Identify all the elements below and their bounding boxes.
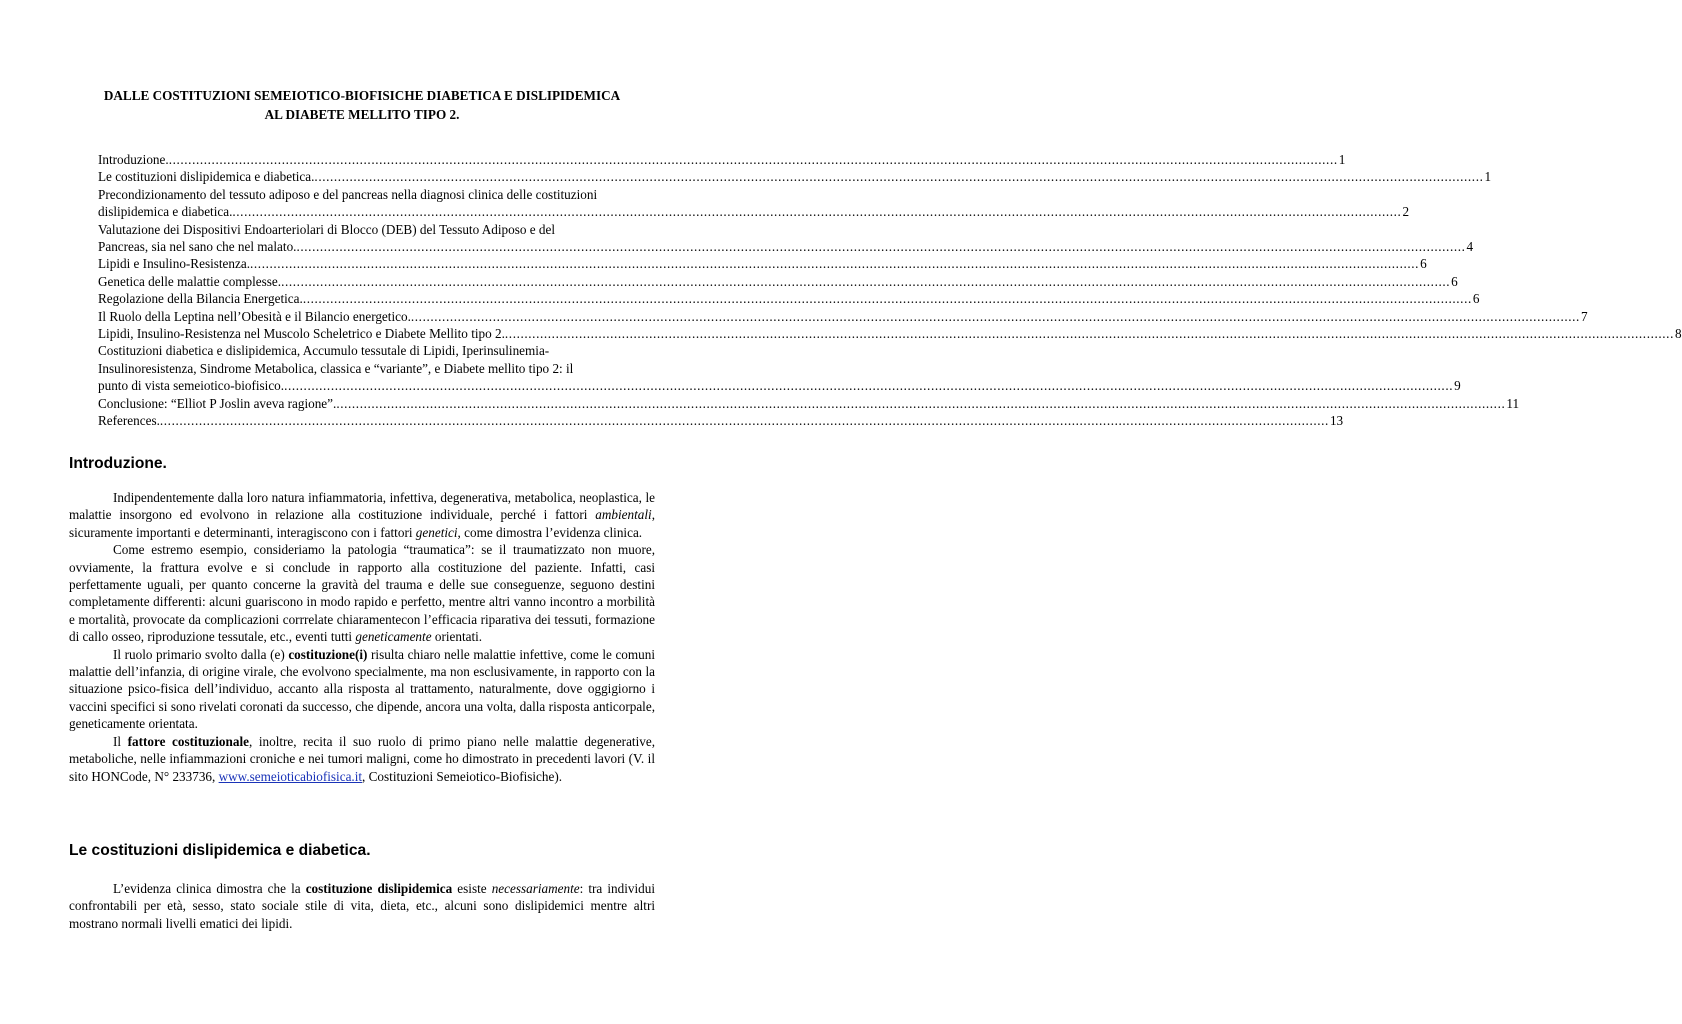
italic-text: geneticamente <box>355 629 432 645</box>
toc-page-number: 6 <box>1472 291 1480 307</box>
toc-entry-last-line <box>98 325 1682 342</box>
toc-entry-title: dislipidemica e diabetica. <box>98 204 233 220</box>
toc-entry-last-line <box>98 412 1344 429</box>
paragraph <box>69 880 655 932</box>
toc-page-number: 13 <box>1329 413 1344 429</box>
toc-entry-line: Insulinoresistenza, Sindrome Metabolica, classica e “variante”, e Diabete mellito tipo 2: il <box>98 360 574 376</box>
toc-entry-title: Genetica delle malattie complesse. <box>98 273 282 289</box>
heading-costituzioni: Le costituzioni dislipidemica e diabetica. <box>69 842 371 859</box>
toc-entry-last-line <box>98 238 1474 255</box>
toc-entry[interactable] <box>98 395 1520 412</box>
toc-leader-dots: ............................................................................................................................................................................................................................................................................................................ <box>410 308 1580 324</box>
toc-page-number: 2 <box>1402 204 1410 220</box>
toc-entry[interactable] <box>98 325 1682 342</box>
section-introduzione-body <box>69 489 655 785</box>
toc-entry[interactable] <box>98 186 1410 221</box>
text-run: , sicuramente importanti e determinanti, interagiscono con i fattori <box>69 507 655 540</box>
toc-page-number: 8 <box>1674 326 1682 342</box>
website-link[interactable]: www.semeioticabiofisica.it <box>218 768 363 784</box>
paragraph <box>69 646 655 733</box>
toc-entry-title: Conclusione: “Elliot P Joslin aveva ragione”. <box>98 395 337 411</box>
toc-entry-last-line <box>98 308 1588 325</box>
table-of-contents <box>98 151 1682 430</box>
toc-leader-dots: ............................................................................................................................................................................................................................................................................................................ <box>159 413 1329 429</box>
bold-text: fattore costituzionale <box>127 733 249 749</box>
toc-entry-title: Regolazione della Bilancia Energetica. <box>98 291 303 307</box>
toc-leader-dots: ............................................................................................................................................................................................................................................................................................................ <box>284 378 1454 394</box>
italic-text: ambientali <box>595 507 652 523</box>
text-run: Indipendentemente dalla loro natura infiammatoria, infettiva, degenerativa, metabolica, neoplastica, le malattie insorgono ed evolvono in relazione alla costituzione individuale, perché i fattori <box>69 490 655 523</box>
toc-entry[interactable] <box>98 412 1344 429</box>
toc-page-number: 1 <box>1338 152 1346 167</box>
toc-entry[interactable] <box>98 342 1461 394</box>
text-run: L’evidenza clinica dimostra che la <box>113 881 306 896</box>
heading-introduzione: Introduzione. <box>69 455 167 472</box>
toc-page-number: 1 <box>1484 169 1492 185</box>
toc-entry-last-line <box>98 203 1410 220</box>
toc-entry-title: Introduzione. <box>98 152 169 167</box>
toc-entry-last-line <box>98 168 1492 185</box>
toc-leader-dots: ............................................................................................................................................................................................................................................................................................................ <box>504 326 1674 342</box>
text-run: , Costituzioni Semeiotico-Biofisiche). <box>362 768 563 784</box>
toc-leader-dots: ............................................................................................................................................................................................................................................................................................................ <box>314 169 1484 185</box>
paragraph <box>69 489 655 541</box>
toc-entry[interactable] <box>98 151 1346 168</box>
italic-text: necessariamente <box>491 881 580 896</box>
text-run: orientati. <box>431 629 483 645</box>
toc-entry-title: Pancreas, sia nel sano che nel malato. <box>98 239 297 255</box>
toc-entry[interactable] <box>98 221 1474 256</box>
text-run: : tra individui confrontabili per età, sesso, stato sociale stile di vita, dieta, etc., alcuni sono dislipidemici mentre altri mostrano normali livelli ematici dei lipidi. <box>69 881 655 931</box>
text-run: , inoltre, recita il suo ruolo di primo piano nelle malattie degenerative, metaboliche, nelle infiammazioni croniche e nei tumori maligni, come ho dimostrato in precedenti lavori (V. il sito HONCode, N° 233736, <box>69 733 655 784</box>
toc-entry-title: References. <box>98 413 160 429</box>
bold-text: costituzione(i) <box>288 646 368 662</box>
toc-page-number: 6 <box>1420 256 1427 272</box>
toc-leader-dots: ............................................................................................................................................................................................................................................................................................................ <box>296 239 1466 255</box>
toc-page-number: 9 <box>1454 378 1461 394</box>
text-run: Il ruolo primario svolto dalla (e) <box>113 646 289 662</box>
toc-page-number: 4 <box>1466 239 1474 255</box>
toc-leader-dots: ............................................................................................................................................................................................................................................................................................................ <box>250 256 1420 272</box>
toc-leader-dots: ............................................................................................................................................................................................................................................................................................................ <box>336 395 1506 411</box>
paragraph <box>69 733 655 785</box>
toc-entry-title: Lipidi, Insulino-Resistenza nel Muscolo Scheletrico e Diabete Mellito tipo 2. <box>98 326 505 342</box>
toc-leader-dots: ............................................................................................................................................................................................................................................................................................................ <box>302 291 1472 307</box>
toc-entry-last-line <box>98 377 1461 394</box>
toc-entry-last-line <box>98 151 1346 168</box>
toc-entry-last-line <box>98 255 1427 272</box>
text-run: Come estremo esempio, consideriamo la patologia “traumatica”: se il traumatizzato non muore, ovviamente, la frattura evolve e si conclude in rapporto alla costituzione del paziente. Infatti, casi perfettamente uguali, per quanto concerne la gravità del trauma e delle sue conseguenze, seguono destini completamente differenti: alcuni guariscono in modo rapido e perfetto, mentre altri vanno incontro a morbilità e mortalità, provocate da complicazioni corrrelate chiaramentecon l’efficacia riparativa dei tessuti, formazione di callo osseo, riproduzione tessutale, etc., eventi tutti <box>69 542 655 645</box>
toc-entry-line: Costituzioni diabetica e dislipidemica, Accumulo tessutale di Lipidi, Iperinsulinemia- <box>98 343 550 359</box>
toc-entry-line: Valutazione dei Dispositivi Endoarteriolari di Blocco (DEB) del Tessuto Adiposo e del <box>98 221 556 237</box>
text-run: , come dimostra l’evidenza clinica. <box>457 524 643 540</box>
toc-entry[interactable] <box>98 168 1492 185</box>
toc-leader-dots: ............................................................................................................................................................................................................................................................................................................ <box>232 204 1402 220</box>
toc-leader-dots: ............................................................................................................................................................................................................................................................................................................ <box>168 152 1338 167</box>
bold-text: costituzione dislipidemica <box>305 881 453 896</box>
text-run: esiste <box>452 881 492 896</box>
toc-entry-title: Lipidi e Insulino-Resistenza. <box>98 256 250 272</box>
document-title <box>60 86 664 124</box>
italic-text: genetici <box>415 524 458 540</box>
text-run: risulta chiaro nelle malattie infettive, come le comuni malattie dell’infanzia, di origine virale, che evolvono specialmente, ma non esclusivamente, in rapporto con la situazione psico-fisica dell’individuo, accanto alla risposta al trattamento, naturalmente, dove oggigiorno i vaccini specifici si sono rivelati coronati da successo, che dipende, ancora una volta, dalla risposta anticorpale, geneticamente orientata. <box>69 646 655 732</box>
text-run: Il <box>113 733 128 749</box>
toc-leader-dots: ............................................................................................................................................................................................................................................................................................................ <box>281 273 1451 289</box>
toc-page-number: 7 <box>1580 308 1588 324</box>
toc-entry-last-line <box>98 290 1480 307</box>
toc-entry-title: Le costituzioni dislipidemica e diabetica. <box>98 169 315 185</box>
toc-entry-title: punto di vista semeiotico-biofisico. <box>98 378 285 394</box>
section-costituzioni-body <box>69 880 655 932</box>
toc-page-number: 6 <box>1451 273 1458 289</box>
toc-entry[interactable] <box>98 290 1480 307</box>
toc-entry[interactable] <box>98 273 1458 290</box>
toc-entry-last-line <box>98 273 1458 290</box>
toc-entry[interactable] <box>98 308 1588 325</box>
toc-entry-title: Il Ruolo della Leptina nell’Obesità e il Bilancio energetico. <box>98 308 411 324</box>
toc-entry[interactable] <box>98 255 1427 272</box>
toc-entry-last-line <box>98 395 1520 412</box>
document-title-line1: DALLE COSTITUZIONI SEMEIOTICO-BIOFISICHE DIABETICA E DISLIPIDEMICA <box>103 88 621 103</box>
paragraph <box>69 541 655 645</box>
toc-page-number: 11 <box>1506 395 1520 411</box>
document-title-line2: AL DIABETE MELLITO TIPO 2. <box>264 107 460 122</box>
toc-entry-line: Precondizionamento del tessuto adiposo e del pancreas nella diagnosi clinica delle costituzioni <box>98 186 598 202</box>
